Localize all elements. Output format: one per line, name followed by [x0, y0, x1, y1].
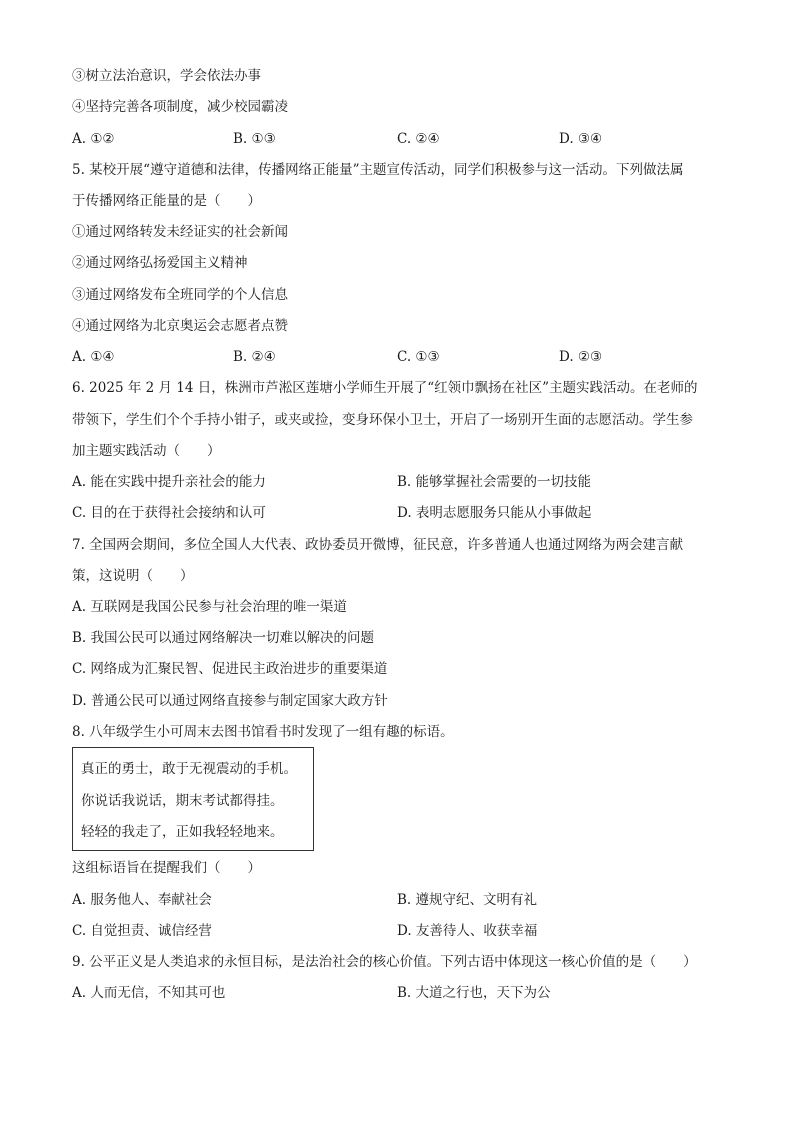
slogan-box [72, 747, 314, 851]
statement-3: ③树立法治意识，学会依法办事 [72, 68, 261, 84]
question-7-option-a: A. 互联网是我国公民参与社会治理的唯一渠道 [72, 599, 347, 615]
question-8-stem-line1: 8. 八年级学生小可周末去图书馆看书时发现了一组有趣的标语。 [72, 724, 454, 740]
question-5-statement-1: ①通过网络转发未经证实的社会新闻 [72, 224, 288, 240]
question-9-option-b: B. 大道之行也，天下为公 [397, 985, 551, 1001]
question-7-stem-line2: 策，这说明（ ） [72, 568, 194, 584]
question-6-stem-line1: 6. 2025 年 2 月 14 日，株洲市芦淞区莲塘小学师生开展了“红领巾飘扬在社区”主题实践活动。在老师的 [72, 380, 698, 396]
slogan-3: 轻轻的我走了，正如我轻轻地来。 [81, 824, 284, 840]
question-5-option-c: C. ①③ [397, 349, 440, 365]
question-5-statement-4: ④通过网络为北京奥运会志愿者点赞 [72, 318, 288, 334]
question-5-stem-line2: 于传播网络正能量的是（ ） [72, 193, 261, 209]
option-b: B. ①③ [233, 131, 276, 147]
slogan-1: 真正的勇士，敢于无视震动的手机。 [81, 761, 297, 777]
question-7-option-d: D. 普通公民可以通过网络直接参与制定国家大政方针 [72, 693, 388, 709]
question-6-stem-line2: 带领下，学生们个个手持小钳子，或夹或捡，变身环保小卫士，开启了一场别开生面的志愿活动。学生参 [72, 412, 693, 428]
question-9-option-a: A. 人而无信，不知其可也 [72, 985, 226, 1001]
question-7-stem-line1: 7. 全国两会期间，多位全国人大代表、政协委员开微博，征民意，许多普通人也通过网络为两会建言献 [72, 537, 684, 553]
question-7-option-b: B. 我国公民可以通过网络解决一切难以解决的问题 [72, 630, 375, 646]
question-6-stem-line3: 加主题实践活动（ ） [72, 443, 221, 459]
slogan-2: 你说话我说话，期末考试都得挂。 [81, 793, 284, 809]
question-6-option-a: A. 能在实践中提升亲社会的能力 [72, 474, 266, 490]
question-9-stem-line1: 9. 公平正义是人类追求的永恒目标，是法治社会的核心价值。下列古语中体现这一核心价值的是（ ） [72, 954, 697, 970]
question-8-option-c: C. 自觉担责、诚信经营 [72, 923, 212, 939]
statement-4: ④坚持完善各项制度，减少校园霸凌 [72, 99, 288, 115]
option-d: D. ③④ [559, 131, 603, 147]
question-6-option-c: C. 目的在于获得社会接纳和认可 [72, 505, 266, 521]
question-8-option-b: B. 遵规守纪、文明有礼 [397, 892, 538, 908]
option-a: A. ①② [72, 131, 115, 147]
question-8-option-a: A. 服务他人、奉献社会 [72, 892, 212, 908]
question-5-statement-3: ③通过网络发布全班同学的个人信息 [72, 287, 288, 303]
question-5-stem-line1: 5. 某校开展“遵守道德和法律，传播网络正能量”主题宣传活动，同学们积极参与这一活动。下列做法属 [72, 162, 684, 178]
question-5-option-a: A. ①④ [72, 349, 115, 365]
question-5-option-d: D. ②③ [559, 349, 603, 365]
question-5-option-b: B. ②④ [233, 349, 276, 365]
question-5-statement-2: ②通过网络弘扬爱国主义精神 [72, 255, 248, 271]
question-8-option-d: D. 友善待人、收获幸福 [397, 923, 538, 939]
option-c: C. ②④ [397, 131, 440, 147]
question-6-option-b: B. 能够掌握社会需要的一切技能 [397, 474, 592, 490]
question-6-option-d: D. 表明志愿服务只能从小事做起 [397, 505, 592, 521]
question-7-option-c: C. 网络成为汇聚民智、促进民主政治进步的重要渠道 [72, 661, 388, 677]
question-8-stem-line2: 这组标语旨在提醒我们（ ） [72, 860, 261, 876]
